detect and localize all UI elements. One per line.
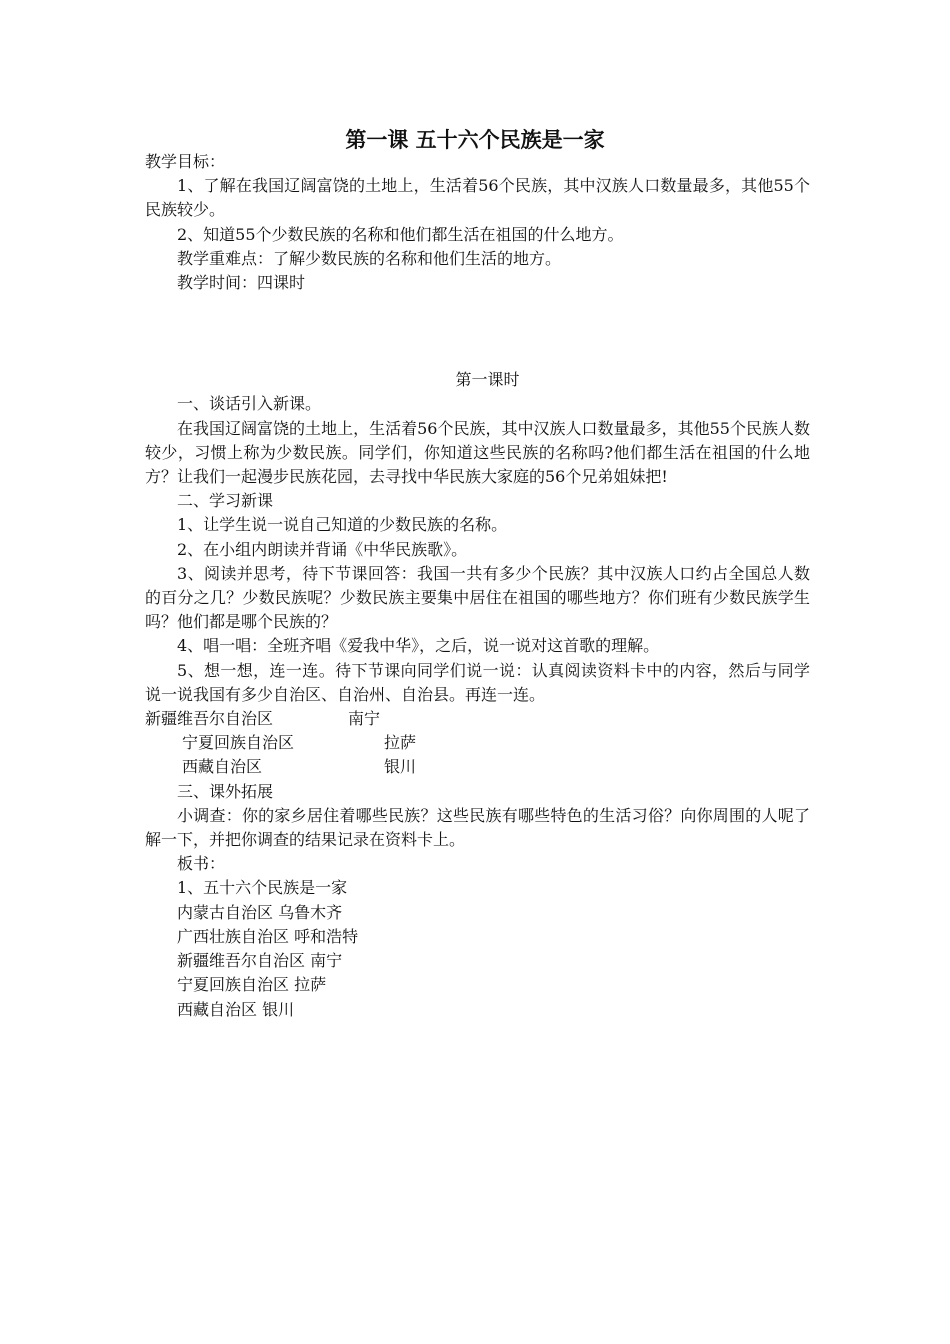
goal-item: 2、知道55个少数民族的名称和他们都生活在祖国的什么地方。 xyxy=(177,224,624,244)
lesson-heading: 第一课时 xyxy=(455,370,520,390)
match-row xyxy=(145,755,810,779)
list-item: 3、阅读并思考，待下节课回答：我国一共有多少个民族？其中汉族人口约占全国总人数的百分之几？少数民族呢？少数民族主要集中居住在祖国的哪些地方？你们班有少数民族学生吗？他们都是哪个民族的？ xyxy=(145,563,810,632)
match-region: 宁夏回族自治区 xyxy=(182,733,295,753)
board-heading: 板书： xyxy=(177,854,226,874)
match-capital: 银川 xyxy=(384,757,417,777)
match-region: 西藏自治区 xyxy=(182,757,263,777)
section-heading: 二、学习新课 xyxy=(177,491,274,511)
section-text: 小调查：你的家乡居住着哪些民族？这些民族有哪些特色的生活习俗？向你周围的人呢了解一下，并把你调查的结果记录在资料卡上。 xyxy=(145,805,810,850)
match-row xyxy=(145,707,810,731)
board-line: 广西壮族自治区 呼和浩特 xyxy=(177,926,359,946)
section-heading: 一、谈话引入新课。 xyxy=(177,394,322,414)
teaching-time: 教学时间：四课时 xyxy=(177,273,306,293)
board-line: 宁夏回族自治区 拉萨 xyxy=(177,975,327,995)
match-capital: 拉萨 xyxy=(384,733,417,753)
section-text: 在我国辽阔富饶的土地上，生活着56个民族，其中汉族人口数量最多，其他55个民族人数较少，习惯上称为少数民族。同学们，你知道这些民族的名称吗?他们都生活在祖国的什么地方？让我们一起漫步民族花园，去寻找中华民族大家庭的56个兄弟姐妹把! xyxy=(145,418,810,487)
board-line: 内蒙古自治区 乌鲁木齐 xyxy=(177,902,343,922)
board-line: 新疆维吾尔自治区 南宁 xyxy=(177,951,343,971)
list-item: 2、在小组内朗读并背诵《中华民族歌》。 xyxy=(177,539,468,559)
goal-heading: 教学目标： xyxy=(145,152,226,171)
list-item: 1、让学生说一说自己知道的少数民族的名称。 xyxy=(177,515,508,535)
list-item: 4、唱一唱：全班齐唱《爱我中华》，之后，说一说对这首歌的理解。 xyxy=(177,636,660,656)
board-line: 西藏自治区 银川 xyxy=(177,999,295,1019)
document-body xyxy=(145,150,810,1022)
board-line: 1、五十六个民族是一家 xyxy=(177,878,348,898)
list-item: 5、想一想，连一连。待下节课向同学们说一说：认真阅读资料卡中的内容，然后与同学说一说我国有多少自治区、自治州、自治县。再连一连。 xyxy=(145,660,810,704)
section-heading: 三、课外拓展 xyxy=(177,781,274,801)
match-capital: 南宁 xyxy=(348,709,381,729)
page-title: 第一课 五十六个民族是一家 xyxy=(345,128,605,152)
goal-item: 1、了解在我国辽阔富饶的土地上，生活着56个民族，其中汉族人口数量最多，其他55个民族较少。 xyxy=(145,176,810,220)
match-row xyxy=(145,731,810,755)
key-point: 教学重难点：了解少数民族的名称和他们生活的地方。 xyxy=(177,248,562,268)
match-region: 新疆维吾尔自治区 xyxy=(145,709,274,729)
